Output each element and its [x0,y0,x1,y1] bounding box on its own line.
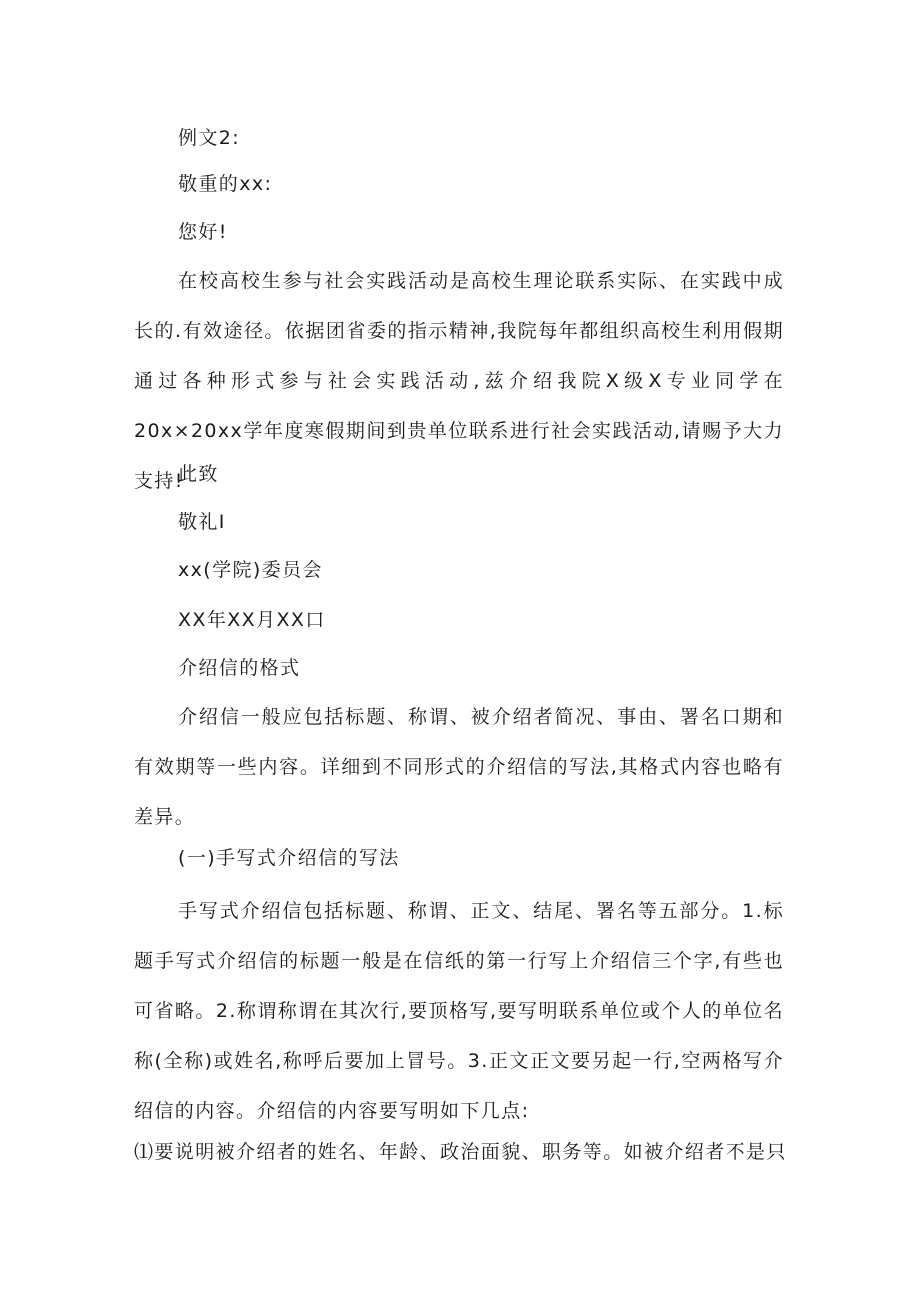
closing-line-2: 敬礼I [178,511,226,533]
salutation: 敬重的xx: [178,173,273,195]
date: XX年XX月XX口 [178,609,326,631]
example-heading: 例文2: [178,127,241,149]
format-paragraph: 介绍信一般应包括标题、称谓、被介绍者简况、事由、署名口期和有效期等一些内容。详细到不同形式的介绍信的写法,其格式内容也略有差异。 [134,706,784,828]
section-title: 介绍信的格式 [178,657,301,679]
body-paragraph: 在校高校生参与社会实践活动是高校生理论联系实际、在实践中成长的.有效途径。依据团省委的指示精神,我院每年都组织高校生利用假期通过各种形式参与社会实践活动,兹介绍我院X级X专业同学在20x×20xx学年度寒假期间到贵单位联系进行社会实践活动,请赐予大力支持! [134,270,784,492]
closing-line-1: 此致 [178,463,219,485]
greeting: 您好! [178,221,228,243]
signature: xx(学院)委员会 [178,559,323,581]
handwritten-paragraph: 手写式介绍信包括标题、称谓、正文、结尾、署名等五部分。1.标题手写式介绍信的标题一般是在信纸的第一行写上介绍信三个字,有些也可省略。2.称谓称谓在其次行,要顶格写,要写明联系单位或个人的单位名称(全称)或姓名,称呼后要加上冒号。3.正文正文要另起一行,空两格写介绍信的内容。介绍信的内容要写明如下几点: [134,900,784,1122]
subsection-title: (一)手写式介绍信的写法 [178,847,400,869]
list-item-1: ⑴要说明被介绍者的姓名、年龄、政治面貌、职务等。如被介绍者不是只 [134,1141,787,1163]
